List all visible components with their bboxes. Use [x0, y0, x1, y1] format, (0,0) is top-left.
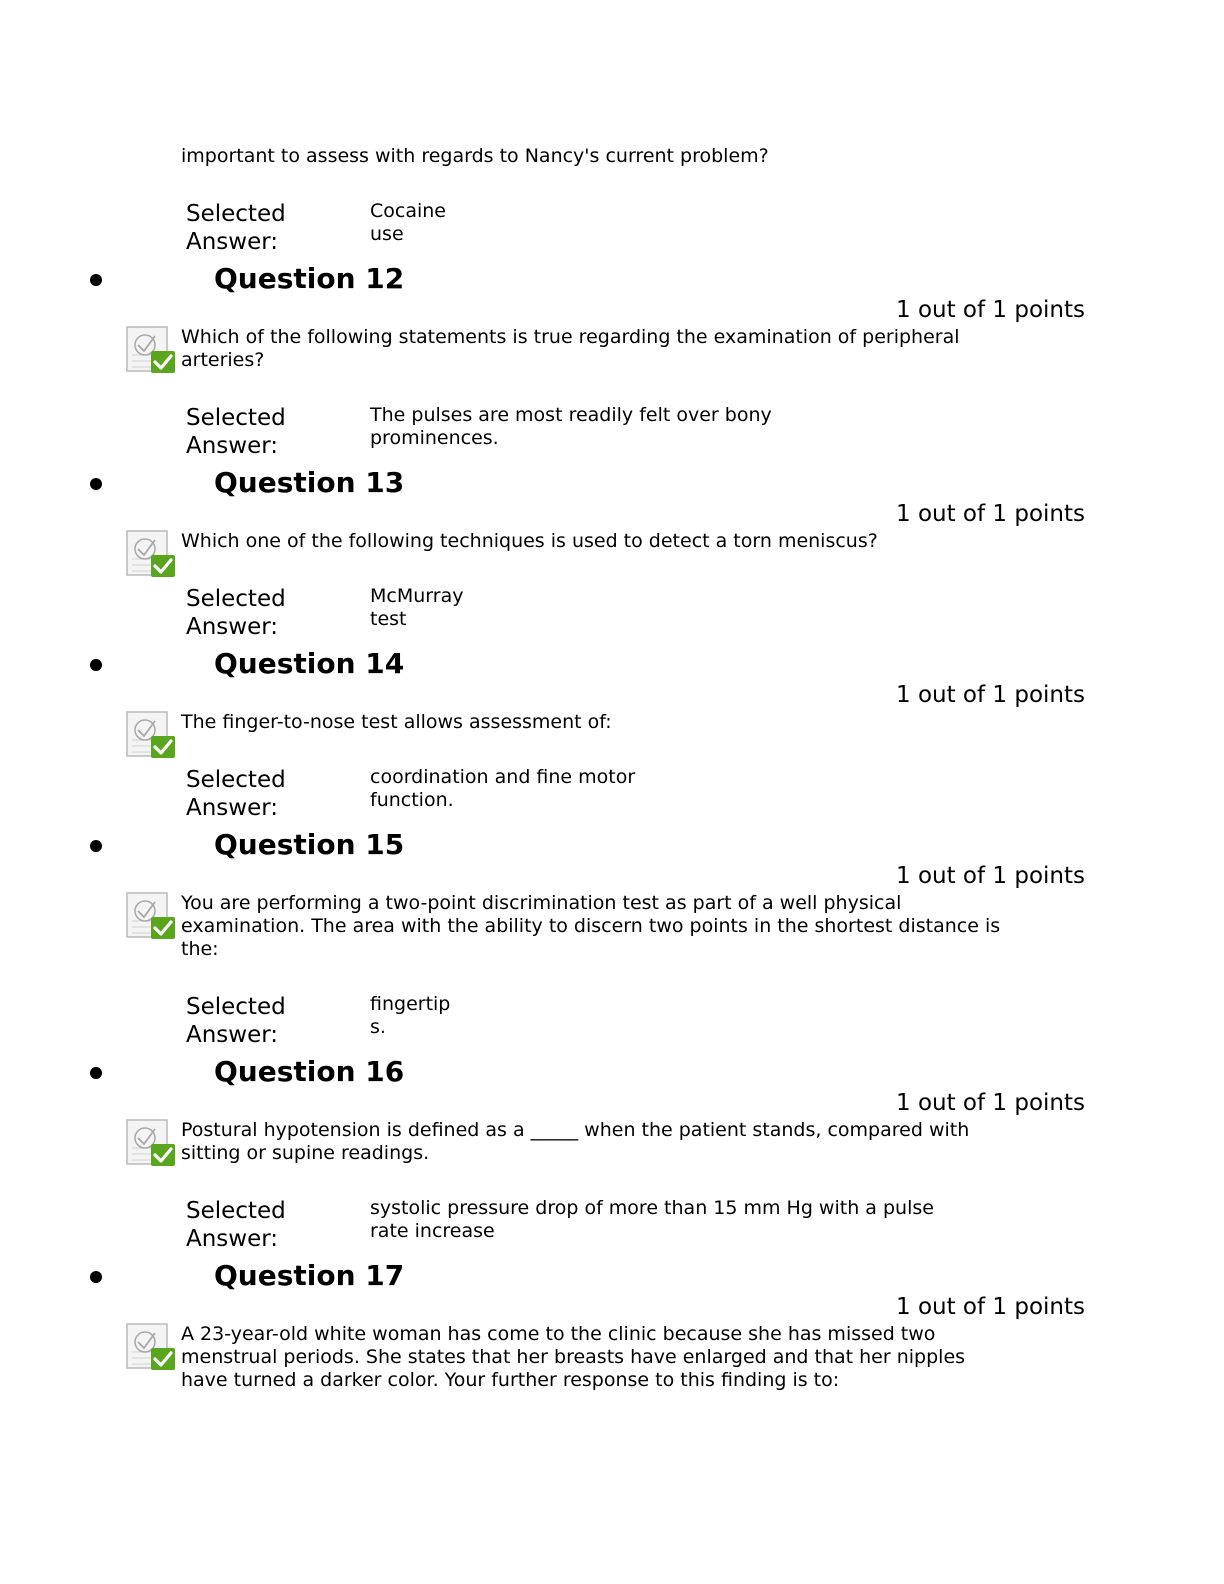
- question-15-points: 1 out of 1 points: [896, 863, 1085, 889]
- question-17-title: Question 17: [214, 1259, 405, 1292]
- selected-answer-value: The pulses are most readily felt over bony prominences.: [370, 404, 772, 449]
- question-16-title: Question 16: [214, 1055, 405, 1088]
- selected-answer-label: Selected Answer:: [186, 767, 286, 821]
- selected-answer-value: coordination and fine motor function.: [370, 766, 636, 811]
- list-bullet: [90, 478, 102, 490]
- selected-answer-value: McMurray test: [370, 585, 464, 630]
- question-12-points: 1 out of 1 points: [896, 297, 1085, 323]
- question-13-points: 1 out of 1 points: [896, 501, 1085, 527]
- correct-check-icon: [125, 1118, 177, 1168]
- question-15-text: You are performing a two-point discrimination test as part of a well physical examination. The area with the ability to discern two points in the shortest distance is the:: [181, 892, 1001, 960]
- correct-check-icon: [125, 891, 177, 941]
- question-16-points: 1 out of 1 points: [896, 1090, 1085, 1116]
- list-bullet: [90, 1067, 102, 1079]
- question-14-title: Question 14: [214, 647, 405, 680]
- question-16-text: Postural hypotension is defined as a _____ when the patient stands, compared with sitting or supine readings.: [181, 1119, 970, 1164]
- selected-answer-label: Selected Answer:: [186, 994, 286, 1048]
- question-17-text: A 23-year-old white woman has come to the clinic because she has missed two menstrual periods. She states that her breasts have enlarged and that her nipples have turned a darker color. Your further response to this finding is to:: [181, 1323, 966, 1391]
- selected-answer-value: systolic pressure drop of more than 15 mm Hg with a pulse rate increase: [370, 1197, 934, 1242]
- selected-answer-label: Selected Answer:: [186, 201, 286, 255]
- selected-answer-label: Selected Answer:: [186, 1198, 286, 1252]
- selected-answer-label: Selected Answer:: [186, 405, 286, 459]
- correct-check-icon: [125, 710, 177, 760]
- question-15-title: Question 15: [214, 828, 405, 861]
- question-17-points: 1 out of 1 points: [896, 1294, 1085, 1320]
- selected-answer-value: Cocaine use: [370, 200, 446, 245]
- question-14-points: 1 out of 1 points: [896, 682, 1085, 708]
- list-bullet: [90, 1271, 102, 1283]
- question-14-text: The finger-to-nose test allows assessment of:: [181, 711, 612, 733]
- correct-check-icon: [125, 325, 177, 375]
- correct-check-icon: [125, 1322, 177, 1372]
- selected-answer-value: fingertip s.: [370, 993, 451, 1038]
- correct-check-icon: [125, 529, 177, 579]
- list-bullet: [90, 840, 102, 852]
- selected-answer-label: Selected Answer:: [186, 586, 286, 640]
- question-11-text-tail: important to assess with regards to Nancy's current problem?: [181, 145, 769, 167]
- question-12-text: Which of the following statements is true regarding the examination of peripheral arteries?: [181, 326, 960, 371]
- question-13-title: Question 13: [214, 466, 405, 499]
- list-bullet: [90, 659, 102, 671]
- question-13-text: Which one of the following techniques is used to detect a torn meniscus?: [181, 530, 878, 552]
- list-bullet: [90, 274, 102, 286]
- question-12-title: Question 12: [214, 262, 405, 295]
